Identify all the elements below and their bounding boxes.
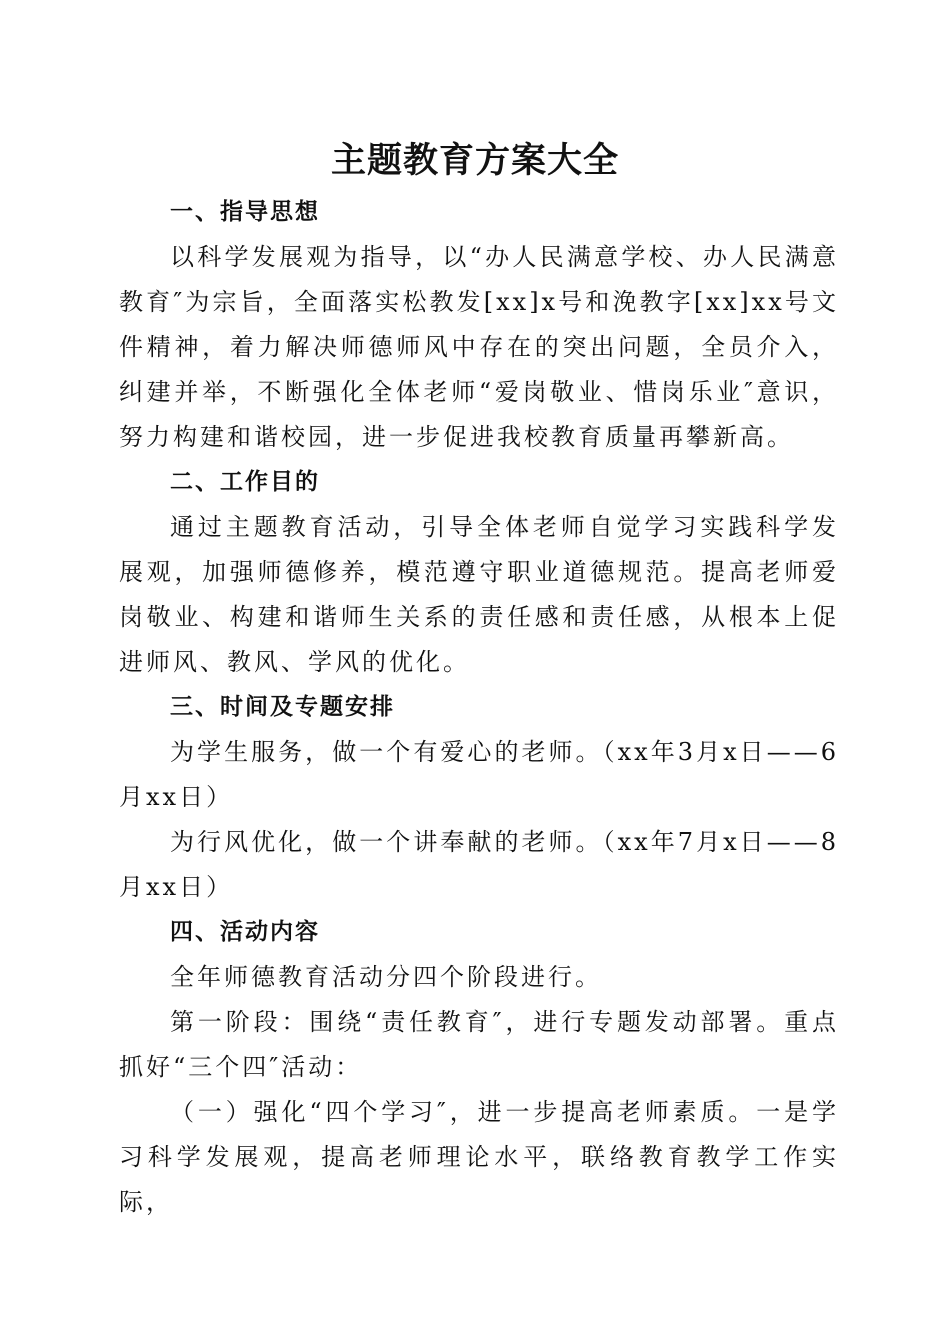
paragraph: 以科学发展观为指导，以“办人民满意学校、办人民满意教育″为宗旨，全面落实松教发[xx]x号和浼教字[xx]xx号文件精神，着力解决师德师风中存在的突出问题，全员介入，纠建并举，不断强化全体老师“爱岗敬业、惜岗乐业″意识，努力构建和谐校园，进一步促进我校教育质量再攀新高。 bbox=[119, 243, 839, 451]
document-title: 主题教育方案大全 bbox=[330, 140, 619, 181]
section-heading-schedule: 三、时间及专题安排 bbox=[170, 694, 395, 720]
paragraph: 全年师德教育活动分四个阶段进行。 bbox=[170, 963, 602, 991]
section-heading-work-goal: 二、工作目的 bbox=[170, 469, 320, 495]
paragraph: （一）强化“四个学习″，进一步提高老师素质。一是学习科学发展观，提高老师理论水平，联络教育教学工作实际， bbox=[119, 1098, 839, 1216]
paragraph: 为学生服务，做一个有爱心的老师。（xx年3月x日——6月xx日） bbox=[119, 738, 839, 811]
section-heading-activity-content: 四、活动内容 bbox=[170, 919, 320, 945]
section-heading-guiding-ideology: 一、指导思想 bbox=[170, 199, 320, 225]
paragraph: 第一阶段：围绕“责任教育″，进行专题发动部署。重点抓好“三个四″活动： bbox=[119, 1008, 839, 1081]
paragraph: 为行风优化，做一个讲奉献的老师。（xx年7月x日——8月xx日） bbox=[119, 828, 839, 901]
paragraph: 通过主题教育活动，引导全体老师自觉学习实践科学发展观，加强师德修养，模范遵守职业道德规范。提高老师爱岗敬业、构建和谐师生关系的责任感和责任感，从根本上促进师风、教风、学风的优化。 bbox=[119, 513, 839, 676]
document-body bbox=[119, 190, 839, 1225]
